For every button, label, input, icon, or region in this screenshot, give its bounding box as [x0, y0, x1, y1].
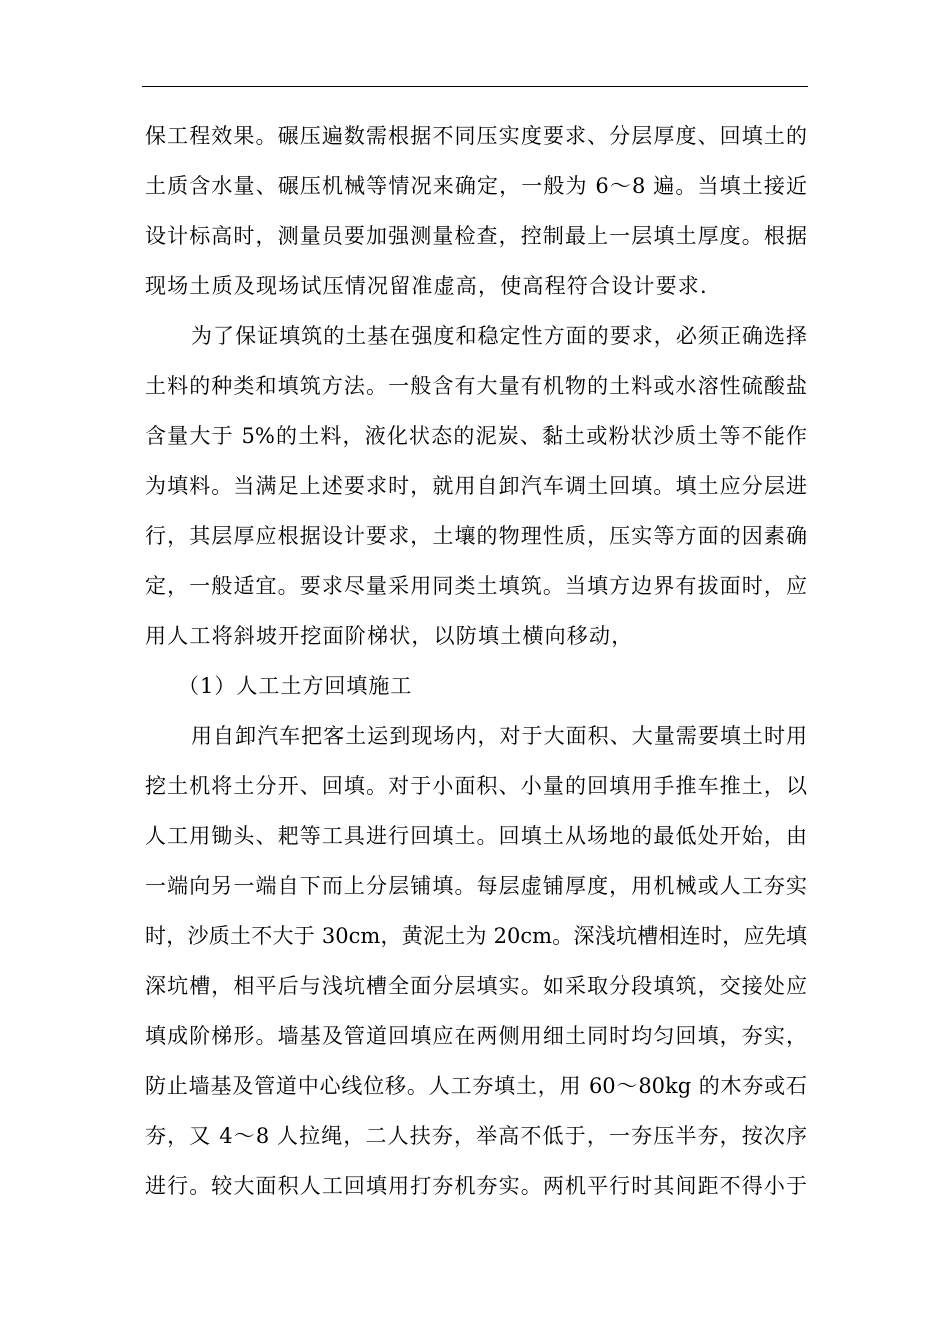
paragraph-3-line-2: 挖土机将土分开、回填。对于小面积、小量的回填用手推车推土，以 [145, 774, 807, 798]
paragraph-2-line-7: 用人工将斜坡开挖面阶梯状，以防填土横向移动， [145, 624, 634, 648]
paragraph-2-line-4: 为填料。当满足上述要求时，就用自卸汽车调土回填。填土应分层进 [145, 474, 807, 498]
paragraph-2-line-5: 行，其层厚应根据设计要求，土壤的物理性质，压实等方面的因素确 [145, 524, 807, 548]
paragraph-3-line-1: 用自卸汽车把客土运到现场内，对于大面积、大量需要填土时用 [191, 724, 807, 748]
paragraph-2-line-6: 定，一般适宜。要求尽量采用同类土填筑。当填方边界有拔面时，应 [145, 574, 807, 598]
paragraph-1-line-3: 设计标高时，测量员要加强测量检查，控制最上一层填土厚度。根据 [145, 224, 807, 248]
paragraph-1-line-2: 土质含水量、碾压机械等情况来确定，一般为 6～8 遍。当填土接近 [145, 174, 807, 198]
paragraph-1-line-1: 保工程效果。碾压遍数需根据不同压实度要求、分层厚度、回填土的 [145, 124, 807, 148]
paragraph-1-line-4: 现场土质及现场试压情况留准虚高，使高程符合设计要求. [145, 274, 708, 298]
paragraph-3-line-10: 进行。较大面积人工回填用打夯机夯实。两机平行时其间距不得小于 [145, 1174, 807, 1198]
paragraph-3-line-8: 防止墙基及管道中心线位移。人工夯填土，用 60～80kg 的木夯或石 [145, 1074, 807, 1098]
paragraph-2-line-1: 为了保证填筑的土基在强度和稳定性方面的要求，必须正确选择 [191, 324, 807, 348]
paragraph-2-line-3: 含量大于 5%的土料，液化状态的泥炭、黏土或粉状沙质土等不能作 [145, 424, 807, 448]
header-rule [142, 86, 808, 87]
paragraph-3-line-7: 填成阶梯形。墙基及管道回填应在两侧用细土同时均匀回填，夯实， [145, 1024, 807, 1048]
section-heading: （1）人工土方回填施工 [178, 674, 413, 698]
paragraph-3-line-3: 人工用锄头、耙等工具进行回填土。回填土从场地的最低处开始，由 [145, 824, 807, 848]
paragraph-3-line-4: 一端向另一端自下而上分层铺填。每层虚铺厚度，用机械或人工夯实 [145, 874, 807, 898]
paragraph-2-line-2: 土料的种类和填筑方法。一般含有大量有机物的土料或水溶性硫酸盐 [145, 374, 807, 398]
paragraph-3-line-5: 时，沙质土不大于 30cm，黄泥土为 20cm。深浅坑槽相连时，应先填 [145, 924, 807, 948]
paragraph-3-line-6: 深坑槽，相平后与浅坑槽全面分层填实。如采取分段填筑，交接处应 [145, 974, 807, 998]
paragraph-3-line-9: 夯，又 4～8 人拉绳，二人扶夯，举高不低于，一夯压半夯，按次序 [145, 1124, 807, 1148]
